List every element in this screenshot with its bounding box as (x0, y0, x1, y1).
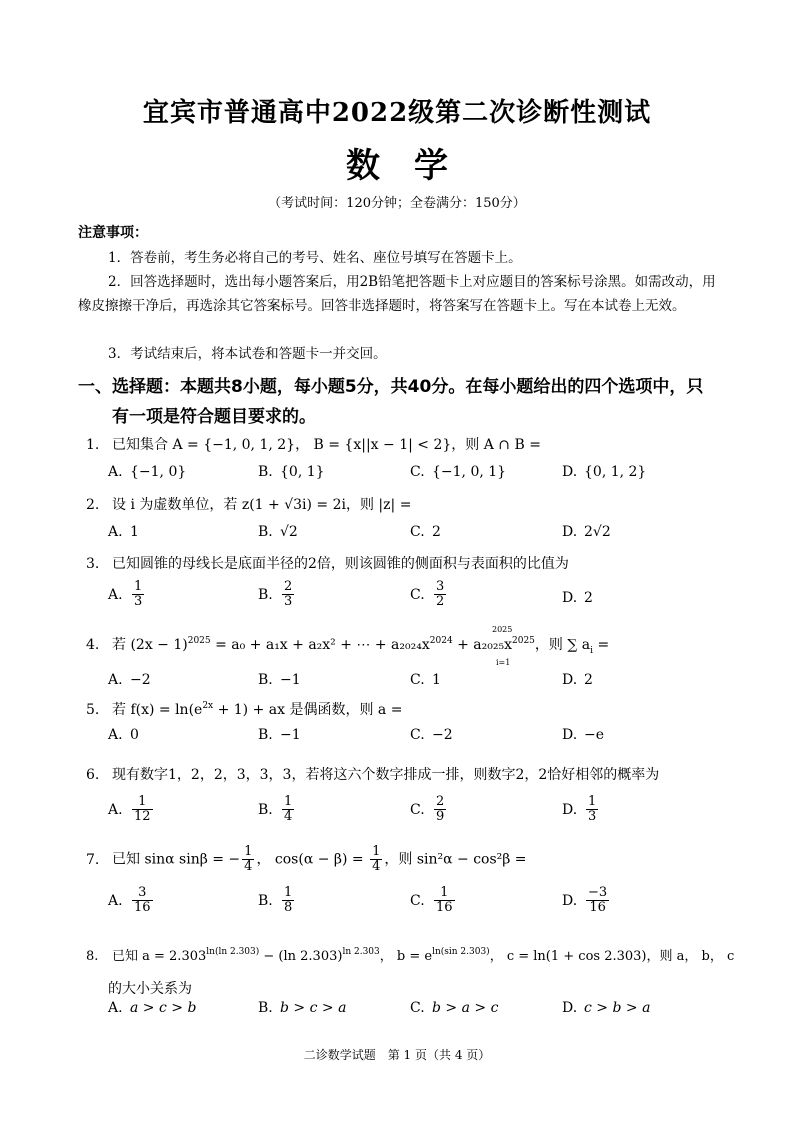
notice-item-3: 3．考试结束后，将本试卷和答题卡一并交回。 (108, 346, 387, 362)
q7-option-b: B. $\frac{1}{8}$ (258, 885, 293, 915)
q7-option-d: D. $\frac{-3}{16}$ (562, 885, 608, 915)
notice-item-1: 1．答卷前，考生务必将自己的考号、姓名、座位号填写在答题卡上。 (108, 250, 522, 266)
question-5: 5. 若 $f(x) = \ln(e^{2x} + 1)$ + ax 是偶函数，则 a = (86, 701, 403, 718)
q7-option-a: A. $\frac{3}{16}$ (108, 885, 151, 915)
q6-option-c: C. $\frac{2}{9}$ (410, 794, 445, 824)
q8-option-c: C. b > a > c (410, 1000, 499, 1016)
q6-option-b: B. $\frac{1}{4}$ (258, 794, 293, 824)
q6-option-a: A. $\frac{1}{12}$ (108, 794, 151, 824)
notice-heading: 注意事项： (78, 225, 148, 241)
q8-option-b: B. b > c > a (258, 1000, 347, 1016)
notice-item-2: 2．回答选择题时，选出每小题答案后，用2B铅笔把答题卡上对应题目的答案标号涂黑。如需改动，用橡皮擦擦干净后，再选涂其它答案标号。回答非选择题时，将答案写在答题卡上。写在本试卷上无效。 (78, 274, 716, 314)
q4-option-c: C. 1 (410, 672, 441, 688)
sum-upper-limit: 2025 (492, 625, 513, 634)
section-heading (78, 372, 718, 432)
q3-option-b: B. $\frac{2}{3}$ (258, 579, 293, 609)
q1-option-b: B. {0, 1} (258, 464, 325, 480)
q5-option-c: C. −2 (410, 727, 453, 743)
q5-option-d: D. −e (562, 727, 605, 743)
question-number: 1. (86, 437, 100, 453)
section-heading-line1: 一、选择题：本题共8小题，每小题5分，共40分。在每小题给出的四个选项中，只 (78, 377, 704, 397)
q2-option-a: A. 1 (108, 524, 139, 540)
q1-option-c: C. {−1, 0, 1} (410, 464, 507, 480)
question-8: 8. 已知 $a = 2.303^{ln(ln 2.303)} - (\ln$ 2.303)$^{ln 2.303}$， $b = e^{ln(sin 2.303)}$， c = ln(1 + cos 2.303)，则 a， b， c (86, 947, 735, 964)
page-footer: 二诊数学试题 第 1 页（共 4 页） (303, 1048, 491, 1062)
q4-option-a: A. −2 (108, 672, 151, 688)
q8-option-d: D. c > b > a (562, 1000, 651, 1016)
question-stem: 已知圆锥的母线长是底面半径的2倍，则该圆锥的侧面积与表面积的比值为 (112, 556, 569, 572)
q4-option-b: B. −1 (258, 672, 301, 688)
q2-option-c: C. 2 (410, 524, 441, 540)
q2-option-b: B. √2 (258, 524, 298, 540)
q8-option-a: A. a > c > b (108, 1000, 197, 1016)
exam-info: （考试时间：120分钟；全卷满分：150分） (268, 196, 526, 211)
subject-title: 数学 (346, 146, 482, 186)
question-1 (86, 434, 541, 454)
question-8-line2: 的大小关系为 (108, 981, 192, 997)
q6-option-d: D. $\frac{1}{3}$ (562, 794, 597, 824)
q3-option-c: C. $\frac{3}{2}$ (410, 579, 445, 609)
q3-option-a: A. $\frac{1}{3}$ (108, 579, 143, 609)
exam-title: 宜宾市普通高中2022级第二次诊断性测试 (142, 98, 652, 128)
question-6: 6. 现有数字1，2，2，3，3，3，若将这六个数字排成一排，则数字2，2恰好相邻的概率为 (86, 767, 660, 783)
question-3: 3. 已知圆锥的母线长是底面半径的2倍，则该圆锥的侧面积与表面积的比值为 (86, 556, 569, 572)
question-7: 7. 已知 sinα sinβ = − $\frac{1}{4}$ ， cos(α − β) = $\frac{1}{4}$ ，则 sin²α − cos²β = (86, 844, 527, 874)
question-2: 2. 设 i 为虚数单位，若 z(1 + √3i) = 2i，则 |z| = (86, 497, 412, 513)
question-stem: 现有数字1，2，2，3，3，3，若将这六个数字排成一排，则数字2，2恰好相邻的概率为 (112, 767, 660, 783)
q4-option-d: D. 2 (562, 672, 593, 688)
q1-option-a: A. {−1, 0} (108, 464, 187, 480)
question-4: 4. 若 $(2x - 1)^{2025} = a_0 + a_1x + a_2x^2$ + ⋯ + $a_{2024}x^{2024} + a_{2025}x^{2025}$，则 ∑ $a_i$ = (86, 636, 610, 656)
q2-option-d: D. 2√2 (562, 524, 611, 540)
question-stem: 已知集合 A = {−1, 0, 1, 2}， B = {x||x − 1| < 2}，则 A ∩ B = (112, 437, 541, 453)
question-stem: 设 i 为虚数单位，若 z(1 + √3i) = 2i，则 |z| = (112, 497, 412, 513)
q1-option-d: D. {0, 1, 2} (562, 464, 647, 480)
q7-option-c: C. $\frac{1}{16}$ (410, 885, 453, 915)
sum-lower-limit: i=1 (496, 658, 511, 667)
q5-option-b: B. −1 (258, 727, 301, 743)
q3-option-d: D. 2 (562, 590, 593, 606)
section-heading-line2: 有一项是符合题目要求的。 (112, 407, 316, 427)
q5-option-a: A. 0 (108, 727, 139, 743)
